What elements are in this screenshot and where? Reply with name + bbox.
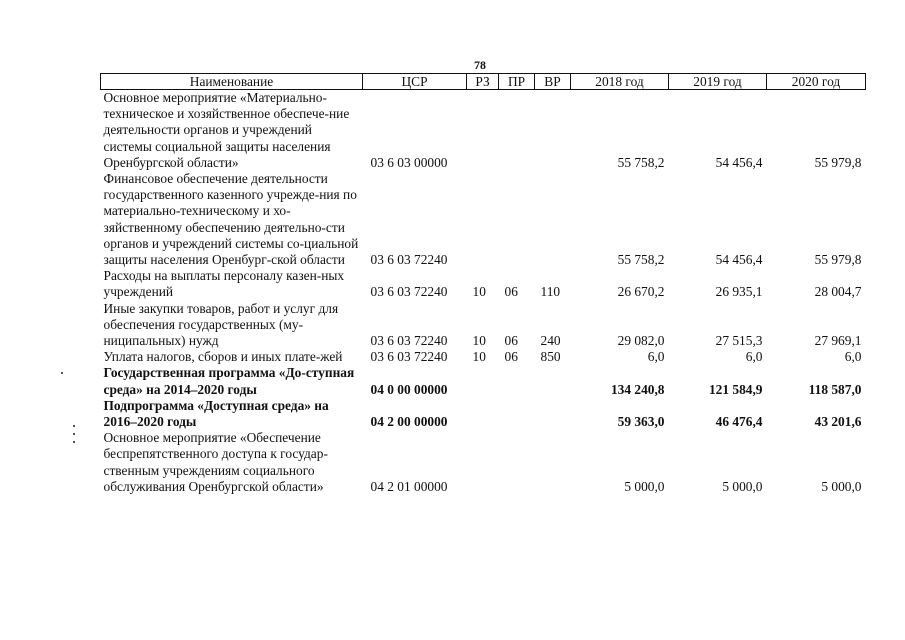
page-number: 78 bbox=[474, 58, 486, 72]
table-row bbox=[101, 398, 866, 430]
cell-vr bbox=[535, 171, 571, 268]
cell-y2020: 6,0 bbox=[844, 349, 862, 365]
cell-y2019: 6,0 bbox=[745, 349, 763, 365]
cell-y2019: 54 456,4 bbox=[715, 154, 763, 170]
budget-table-container bbox=[100, 73, 865, 495]
cell-rz bbox=[467, 430, 499, 495]
cell-pr: 06 bbox=[504, 333, 518, 349]
cell-pr bbox=[499, 398, 535, 430]
header-name: Наименование bbox=[101, 74, 363, 90]
cell-name: Уплата налогов, сборов и иных плате-жей bbox=[103, 349, 343, 365]
cell-rz bbox=[467, 90, 499, 172]
table-row bbox=[101, 301, 866, 350]
cell-rz bbox=[467, 398, 499, 430]
table-row bbox=[101, 268, 866, 300]
cell-y2018: 59 363,0 bbox=[617, 414, 665, 430]
cell-y2020: 55 979,8 bbox=[814, 154, 862, 170]
cell-csr: 04 0 00 00000 bbox=[370, 381, 448, 397]
cell-y2018: 55 758,2 bbox=[617, 154, 665, 170]
cell-vr bbox=[535, 365, 571, 397]
cell-rz bbox=[467, 365, 499, 397]
cell-y2020: 5 000,0 bbox=[821, 478, 862, 494]
cell-name: Финансовое обеспечение деятельности государственного казенного учрежде-ния по материально-техническому и хо-зяйственному обеспечению деятельно-сти органов и учреждений системы со-циальной защиты населения Оренбург-ской области bbox=[103, 171, 359, 268]
cell-vr bbox=[535, 430, 571, 495]
table-row bbox=[101, 430, 866, 495]
cell-pr bbox=[499, 430, 535, 495]
cell-y2020: 27 969,1 bbox=[814, 333, 862, 349]
budget-table bbox=[100, 73, 866, 495]
cell-csr: 04 2 00 00000 bbox=[370, 414, 448, 430]
cell-y2018: 55 758,2 bbox=[617, 252, 665, 268]
table-row bbox=[101, 171, 866, 268]
header-rz: РЗ bbox=[467, 74, 499, 90]
cell-csr: 03 6 03 72240 bbox=[370, 333, 448, 349]
cell-vr: 240 bbox=[540, 333, 561, 349]
cell-name: Подпрограмма «Доступная среда» на 2016–2020 годы bbox=[103, 397, 329, 430]
scan-speck bbox=[73, 441, 75, 443]
cell-csr: 03 6 03 72240 bbox=[370, 284, 448, 300]
cell-y2019: 121 584,9 bbox=[708, 381, 763, 397]
table-row bbox=[101, 365, 866, 397]
cell-y2019: 27 515,3 bbox=[715, 333, 763, 349]
cell-name: Основное мероприятие «Материально-техническое и хозяйственное обеспече-ние деятельности органов и учреждений системы социальной защиты населения Оренбургской области» bbox=[103, 90, 350, 170]
cell-name: Государственная программа «До-ступная среда» на 2014–2020 годы bbox=[103, 365, 355, 397]
cell-y2018: 5 000,0 bbox=[624, 478, 665, 494]
table-row bbox=[101, 90, 866, 172]
cell-name: Расходы на выплаты персоналу казен-ных учреждений bbox=[103, 268, 345, 300]
header-2018: 2018 год bbox=[571, 74, 669, 90]
cell-pr bbox=[499, 171, 535, 268]
scan-speck bbox=[73, 425, 75, 427]
header-2020: 2020 год bbox=[767, 74, 866, 90]
cell-pr bbox=[499, 365, 535, 397]
cell-y2020: 55 979,8 bbox=[814, 252, 862, 268]
cell-rz: 10 bbox=[472, 284, 486, 300]
cell-y2020: 43 201,6 bbox=[814, 414, 862, 430]
cell-vr bbox=[535, 398, 571, 430]
cell-pr bbox=[499, 90, 535, 172]
header-2019: 2019 год bbox=[669, 74, 767, 90]
cell-y2020: 118 587,0 bbox=[808, 381, 862, 397]
cell-y2018: 6,0 bbox=[647, 349, 665, 365]
cell-pr: 06 bbox=[504, 349, 518, 365]
cell-csr: 04 2 01 00000 bbox=[370, 478, 448, 494]
cell-y2019: 5 000,0 bbox=[722, 478, 763, 494]
cell-vr: 110 bbox=[540, 284, 561, 300]
cell-csr: 03 6 03 72240 bbox=[370, 252, 448, 268]
header-vr: ВР bbox=[535, 74, 571, 90]
cell-rz: 10 bbox=[472, 333, 486, 349]
cell-y2020: 28 004,7 bbox=[814, 284, 862, 300]
table-body bbox=[101, 90, 866, 496]
scan-speck bbox=[73, 433, 75, 435]
table-row bbox=[101, 349, 866, 365]
table-header bbox=[101, 74, 866, 90]
cell-vr: 850 bbox=[540, 349, 561, 365]
cell-y2018: 29 082,0 bbox=[617, 333, 665, 349]
cell-y2018: 134 240,8 bbox=[610, 381, 665, 397]
cell-csr: 03 6 03 72240 bbox=[370, 349, 448, 365]
cell-y2018: 26 670,2 bbox=[617, 284, 665, 300]
cell-y2019: 46 476,4 bbox=[715, 414, 763, 430]
cell-rz: 10 bbox=[472, 349, 486, 365]
cell-rz bbox=[467, 171, 499, 268]
cell-csr: 03 6 03 00000 bbox=[370, 154, 448, 170]
cell-vr bbox=[535, 90, 571, 172]
cell-pr: 06 bbox=[504, 284, 518, 300]
cell-name: Основное мероприятие «Обеспечение беспрепятственного доступа к государ-ственным учреждениям социального обслуживания Оренбургской области» bbox=[103, 430, 328, 494]
header-pr: ПР bbox=[499, 74, 535, 90]
header-csr: ЦСР bbox=[363, 74, 467, 90]
cell-y2019: 26 935,1 bbox=[715, 284, 763, 300]
scan-speck bbox=[61, 372, 63, 374]
cell-y2019: 54 456,4 bbox=[715, 252, 763, 268]
cell-name: Иные закупки товаров, работ и услуг для обеспечения государственных (му-ниципальных) нужд bbox=[103, 300, 339, 349]
